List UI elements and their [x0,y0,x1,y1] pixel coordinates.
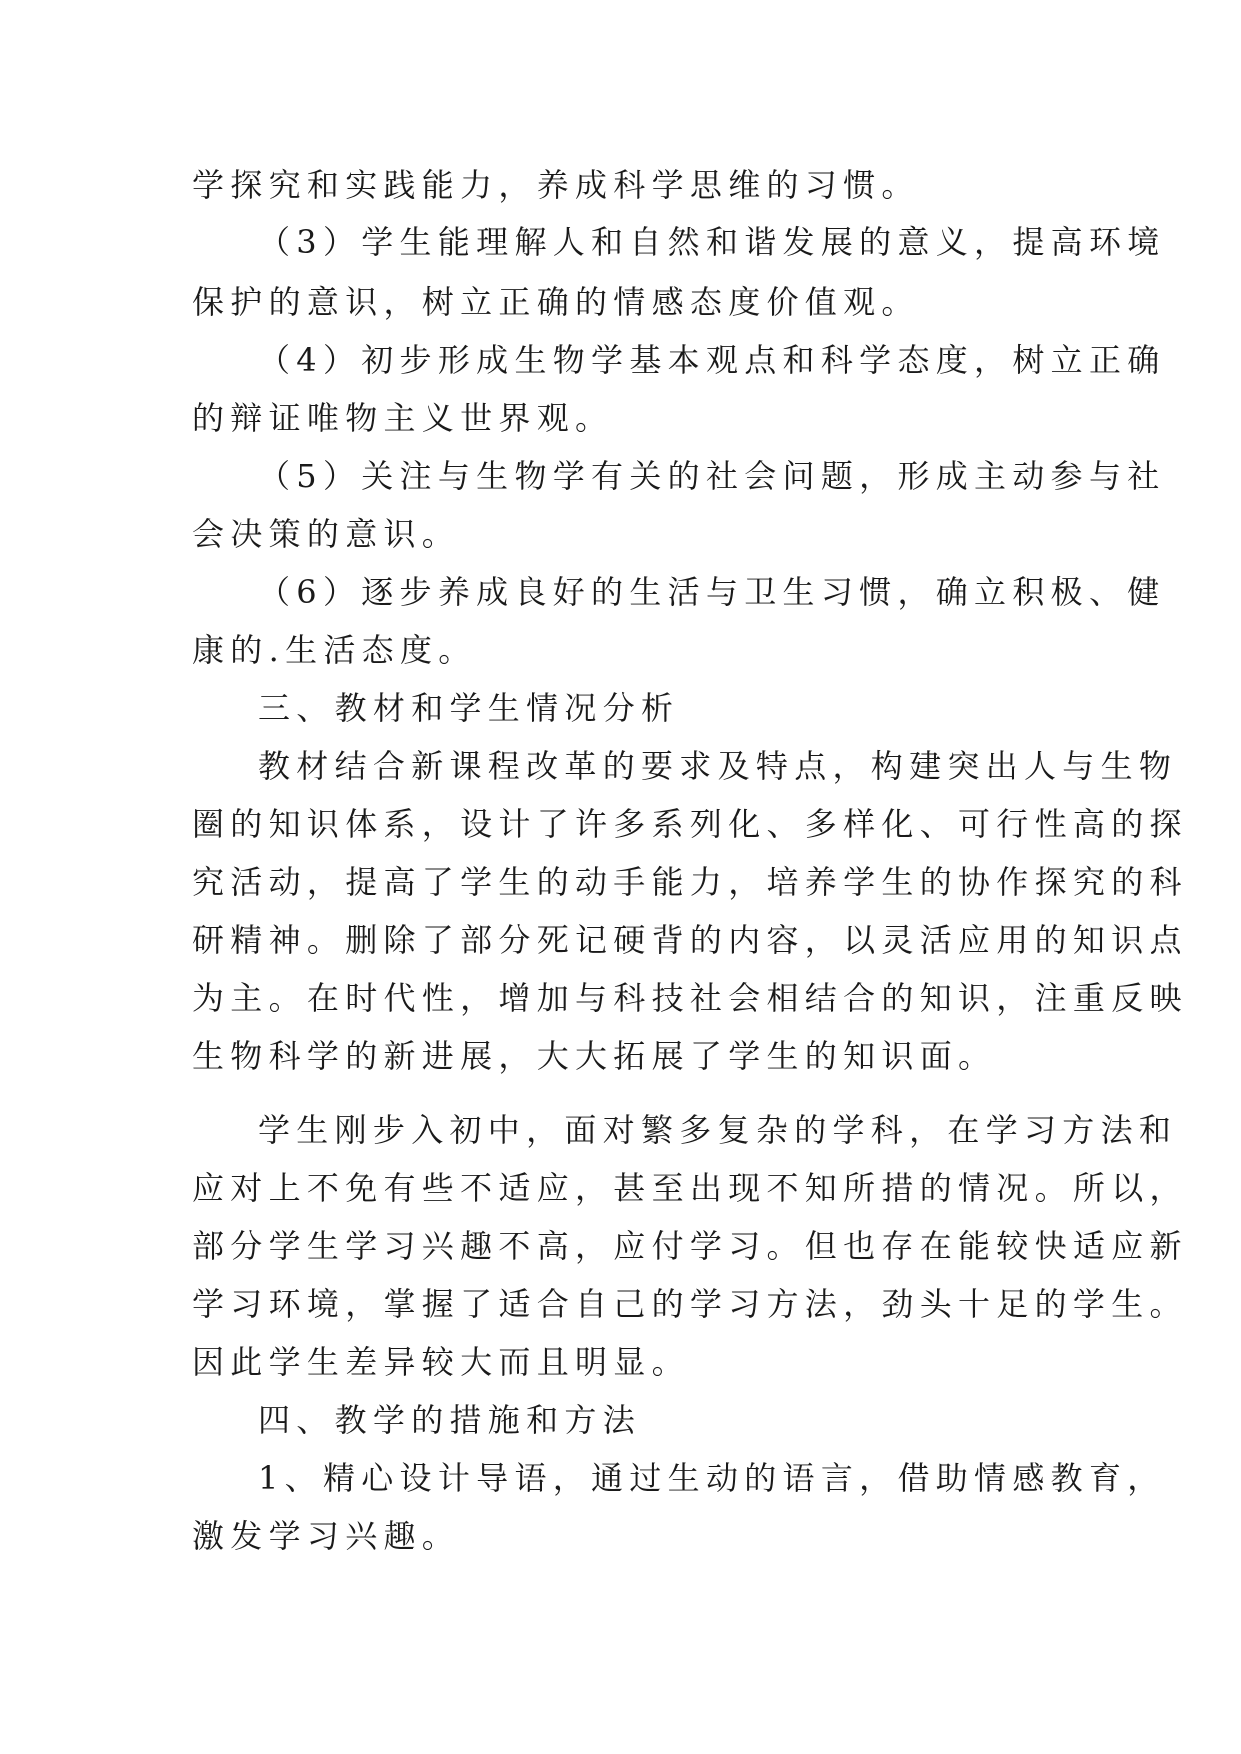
paragraph-line: 究活动，提高了学生的动手能力，培养学生的协作探究的科 [192,863,1188,901]
text-line: 的辩证唯物主义世界观。 [192,399,614,437]
paragraph-line: 生物科学的新进展，大大拓展了学生的知识面。 [192,1037,997,1075]
text-line: 学探究和实践能力，养成科学思维的习惯。 [192,166,920,204]
section-heading: 四、教学的措施和方法 [258,1401,642,1439]
paragraph-line: 学生刚步入初中，面对繁多复杂的学科，在学习方法和 [258,1111,1178,1149]
list-item-4: （4）初步形成生物学基本观点和科学态度，树立正确 [258,341,1166,379]
text-line: 保护的意识，树立正确的情感态度价值观。 [192,283,920,321]
list-item-1: 1、精心设计导语，通过生动的语言，借助情感教育， [258,1459,1166,1497]
paragraph-line: 学习环境，掌握了适合自己的学习方法，劲头十足的学生。 [192,1285,1188,1323]
paragraph-line: 圈的知识体系，设计了许多系列化、多样化、可行性高的探 [192,805,1188,843]
text-line: 康的.生活态度。 [192,631,477,669]
paragraph-line: 部分学生学习兴趣不高，应付学习。但也存在能较快适应新 [192,1227,1188,1265]
paragraph-line: 研精神。删除了部分死记硬背的内容，以灵活应用的知识点 [192,921,1188,959]
section-heading: 三、教材和学生情况分析 [258,689,680,727]
paragraph-line: 为主。在时代性，增加与科技社会相结合的知识，注重反映 [192,979,1188,1017]
text-line: 激发学习兴趣。 [192,1517,461,1555]
paragraph-line: 应对上不免有些不适应，甚至出现不知所措的情况。所以， [192,1169,1188,1207]
list-item-3: （3）学生能理解人和自然和谐发展的意义，提高环境 [258,223,1166,261]
list-item-5: （5）关注与生物学有关的社会问题，形成主动参与社 [258,457,1166,495]
list-item-6: （6）逐步养成良好的生活与卫生习惯，确立积极、健 [258,573,1166,611]
paragraph-line: 因此学生差异较大而且明显。 [192,1343,690,1381]
text-line: 会决策的意识。 [192,515,461,553]
paragraph-line: 教材结合新课程改革的要求及特点，构建突出人与生物 [258,747,1178,785]
